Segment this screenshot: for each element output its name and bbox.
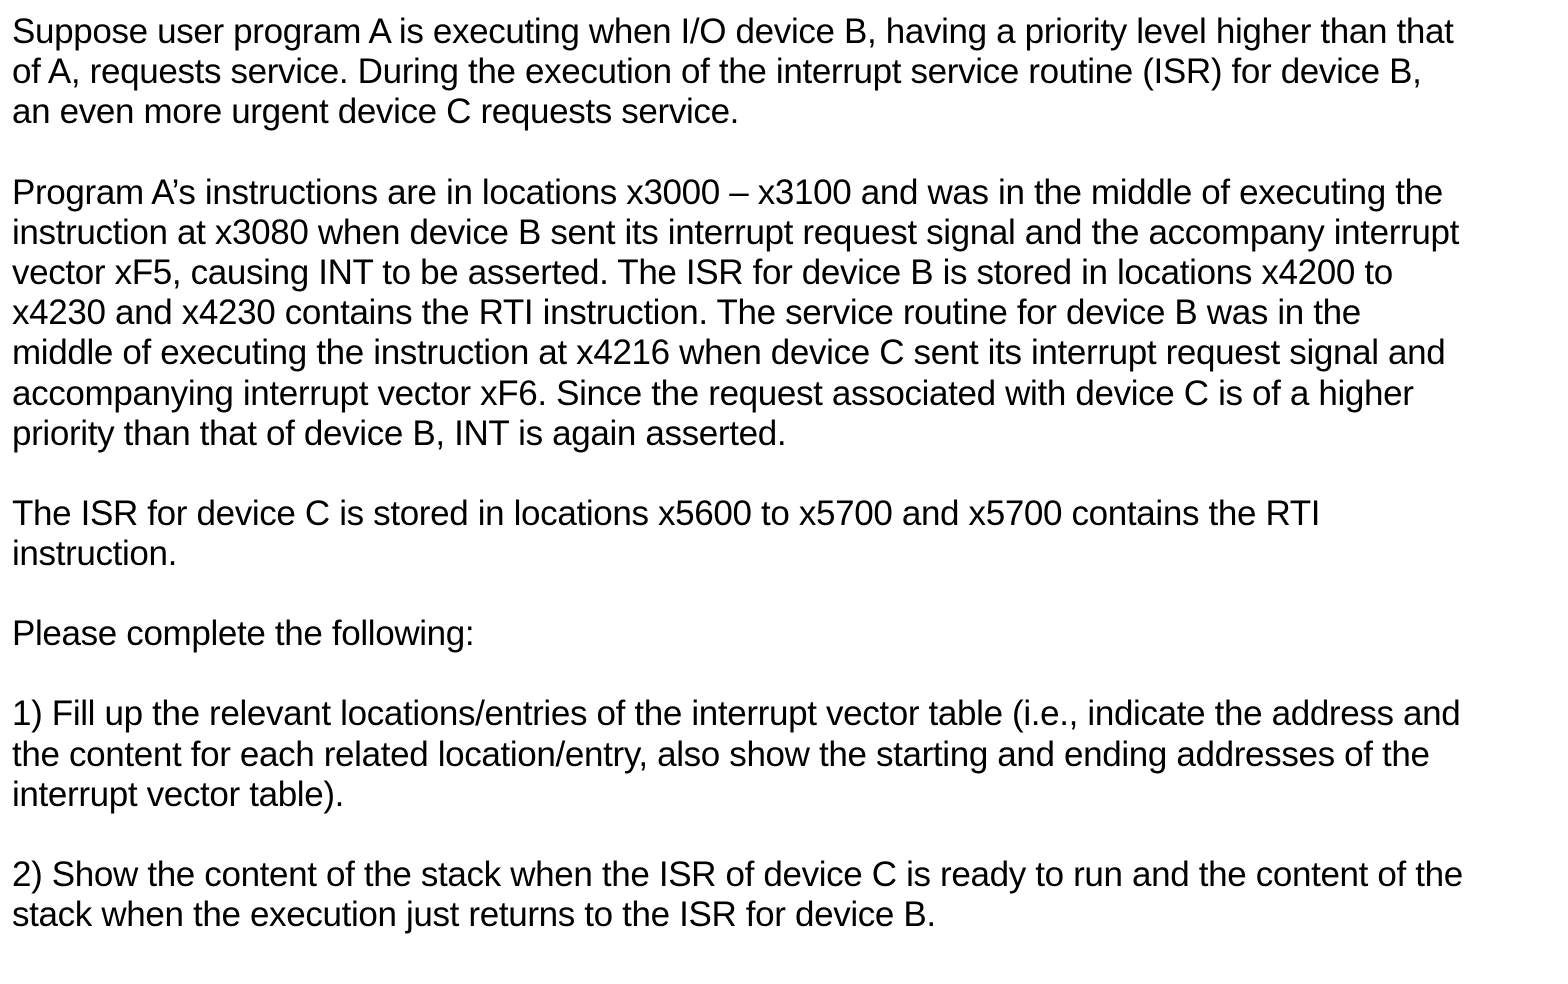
text-line: Program A’s instructions are in locations x3000 – x3100 and was in the middle of executing the: [12, 172, 1443, 212]
text-line: of A, requests service. During the execution of the interrupt service routine (ISR) for device B,: [12, 52, 1422, 92]
paragraph-isr-c: [12, 494, 1552, 574]
paragraph-scenario: [12, 173, 1552, 454]
text-line: The ISR for device C is stored in locations x5600 to x5700 and x5700 contains the RTI: [12, 493, 1321, 533]
paragraph-intro: [12, 12, 1552, 133]
text-line: interrupt vector table).: [12, 774, 345, 814]
text-line: vector xF5, causing INT to be asserted. The ISR for device B is stored in locations x4200 to: [12, 252, 1393, 292]
text-line: instruction.: [12, 534, 178, 574]
paragraph-instructions: [12, 614, 1552, 654]
text-line: 1) Fill up the relevant locations/entries of the interrupt vector table (i.e., indicate the address and: [12, 694, 1461, 734]
text-line: priority than that of device B, INT is again asserted.: [12, 413, 787, 453]
text-line: Suppose user program A is executing when I/O device B, having a priority level higher than that: [12, 12, 1454, 51]
text-line: 2) Show the content of the stack when the ISR of device C is ready to run and the content of the: [12, 855, 1463, 894]
text-line: the content for each related location/entry, also show the starting and ending addresses of the: [12, 734, 1430, 774]
question-1: [12, 694, 1552, 815]
text-line: accompanying interrupt vector xF6. Since the request associated with device C is of a higher: [12, 373, 1414, 413]
text-line: an even more urgent device C requests service.: [12, 92, 740, 132]
question-2: [12, 855, 1552, 935]
text-line: x4230 and x4230 contains the RTI instruction. The service routine for device B was in the: [12, 293, 1361, 333]
text-line: middle of executing the instruction at x4216 when device C sent its interrupt request signal and: [12, 333, 1446, 373]
text-line: stack when the execution just returns to the ISR for device B.: [12, 895, 936, 935]
document-body: [12, 12, 1552, 935]
text-line: instruction at x3080 when device B sent its interrupt request signal and the accompany interrupt: [12, 212, 1459, 252]
text-line: Please complete the following:: [12, 614, 475, 654]
